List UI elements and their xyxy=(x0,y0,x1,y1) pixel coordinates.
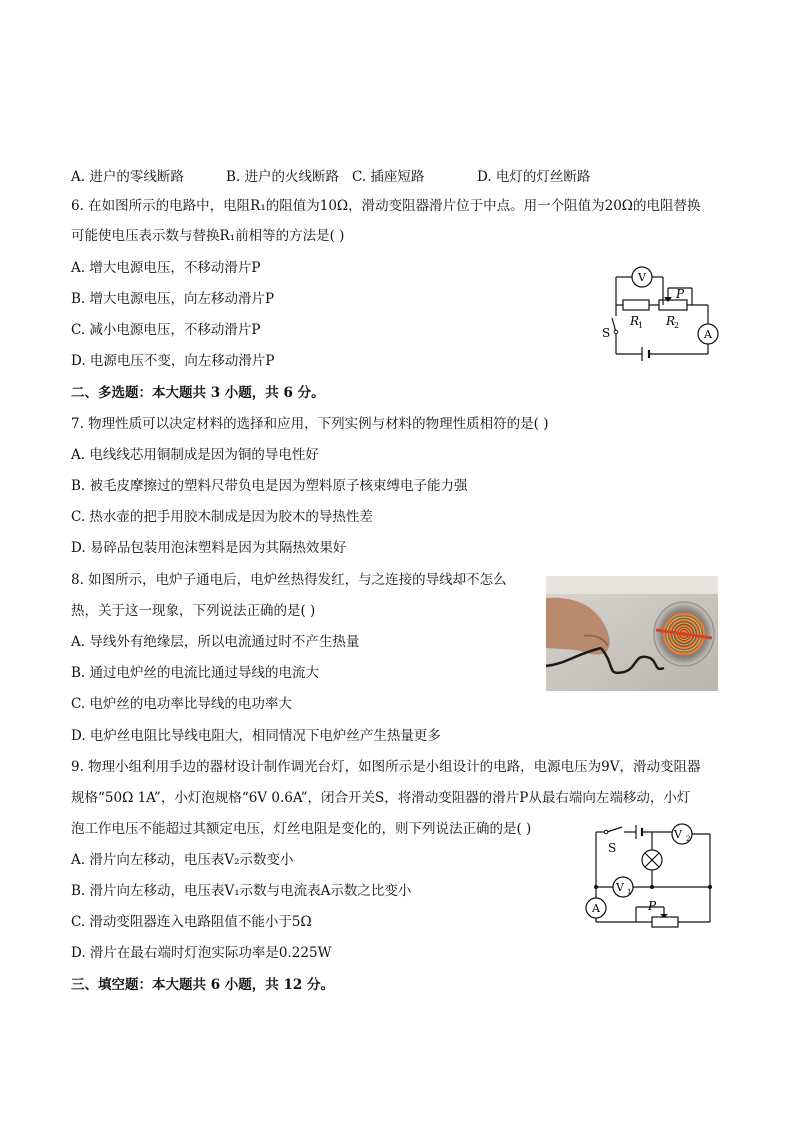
q9-circuit-diagram xyxy=(580,822,720,932)
q7-option-a: A. 电线线芯用铜制成是因为铜的导电性好 xyxy=(71,447,319,463)
q9-option-a: A. 滑片向左移动，电压表V₂示数变小 xyxy=(71,852,294,868)
q6-fig-label-r1-sub: 1 xyxy=(638,321,644,330)
q9-option-d: D. 滑片在最右端时灯泡实际功率是0.225W xyxy=(71,945,332,961)
q9-stem-line1: 9. 物理小组利用手边的器材设计制作调光台灯，如图所示是小组设计的电路，电源电压为9V，滑动变阻器 xyxy=(71,759,701,775)
q6-option-b: B. 增大电源电压，向左移动滑片P xyxy=(71,291,275,307)
q8-option-d: D. 电炉丝电阻比导线电阻大，相同情况下电炉丝产生热量更多 xyxy=(71,728,441,744)
section3-heading: 三、填空题：本大题共 6 小题，共 12 分。 xyxy=(71,977,334,993)
q6-fig-label-s: S xyxy=(602,326,611,340)
q6-option-a: A. 增大电源电压，不移动滑片P xyxy=(71,260,261,276)
q6-fig-label-r2-sub: 2 xyxy=(674,321,680,330)
q6-fig-label-r2: R xyxy=(666,314,676,328)
q5-option-c: C. 插座短路 xyxy=(352,169,425,185)
q5-option-d: D. 电灯的灯丝断路 xyxy=(477,169,591,185)
q9-rheostat-icon xyxy=(652,917,678,927)
q9-option-c: C. 滑动变阻器连入电路阻值不能小于5Ω xyxy=(71,914,312,930)
q6-fig-label-p: P xyxy=(676,287,685,301)
section2-heading: 二、多选题：本大题共 3 小题，共 6 分。 xyxy=(71,385,325,401)
q6-fig-label-r1: R xyxy=(630,314,640,328)
q6-option-c: C. 减小电源电压，不移动滑片P xyxy=(71,322,261,338)
q9-stem-line2: 规格“50Ω 1A”，小灯泡规格“6V 0.6A”，闭合开关S，将滑动变阻器的滑片P从最右端向左端移动，小灯 xyxy=(71,790,691,806)
q9-option-b: B. 滑片向左移动，电压表V₁示数与电流表A示数之比变小 xyxy=(71,883,412,899)
q7-stem: 7. 物理性质可以决定材料的选择和应用，下列实例与材料的物理性质相符的是( ) xyxy=(71,416,549,432)
q8-option-b: B. 通过电炉丝的电流比通过导线的电流大 xyxy=(71,665,320,681)
q6-circuit-diagram xyxy=(596,262,726,370)
q7-option-b: B. 被毛皮摩擦过的塑料尺带负电是因为塑料原子核束缚电子能力强 xyxy=(71,478,468,494)
q8-stem-line1: 8. 如图所示，电炉子通电后，电炉丝热得发红，与之连接的导线却不怎么 xyxy=(71,572,507,588)
q7-option-d: D. 易碎品包装用泡沫塑料是因为其隔热效果好 xyxy=(71,540,347,556)
q9-fig-label-p: P xyxy=(648,899,657,913)
q6-fig-label-a: A xyxy=(704,328,712,341)
q8-electric-stove-photo xyxy=(546,576,718,691)
q9-fig-label-v1: V xyxy=(616,881,624,894)
q5-option-a: A. 进户的零线断路 xyxy=(71,169,184,185)
q9-fig-label-s: S xyxy=(608,841,617,855)
q6-stem-line1: 6. 在如图所示的电路中，电阻R₁的阻值为10Ω，滑动变阻器滑片位于中点。用一个阻值为20Ω的电阻替换 xyxy=(71,198,701,214)
q8-option-a: A. 导线外有绝缘层，所以电流通过时不产生热量 xyxy=(71,634,360,650)
q6-fig-label-v: V xyxy=(638,271,646,284)
q8-option-c: C. 电炉丝的电功率比导线的电功率大 xyxy=(71,696,292,712)
q9-stem-line3: 泡工作电压不能超过其额定电压，灯丝电阻是变化的，则下列说法正确的是( ) xyxy=(71,821,532,837)
q6-stem-line2: 可能使电压表示数与替换R₁前相等的方法是( ) xyxy=(71,228,345,244)
q6-option-d: D. 电源电压不变，向左移动滑片P xyxy=(71,353,275,369)
q8-stem-line2: 热，关于这一现象，下列说法正确的是( ) xyxy=(71,603,316,619)
q9-fig-label-a: A xyxy=(592,902,600,915)
q5-option-b: B. 进户的火线断路 xyxy=(226,169,340,185)
q9-fig-label-v2: V xyxy=(674,828,682,841)
q9-fig-label-v2-sub: 2 xyxy=(686,835,691,843)
q6-r1-resistor-icon xyxy=(623,300,649,310)
q7-option-c: C. 热水壶的把手用胶木制成是因为胶木的导热性差 xyxy=(71,509,373,525)
q9-fig-label-v1-sub: 1 xyxy=(627,888,632,896)
